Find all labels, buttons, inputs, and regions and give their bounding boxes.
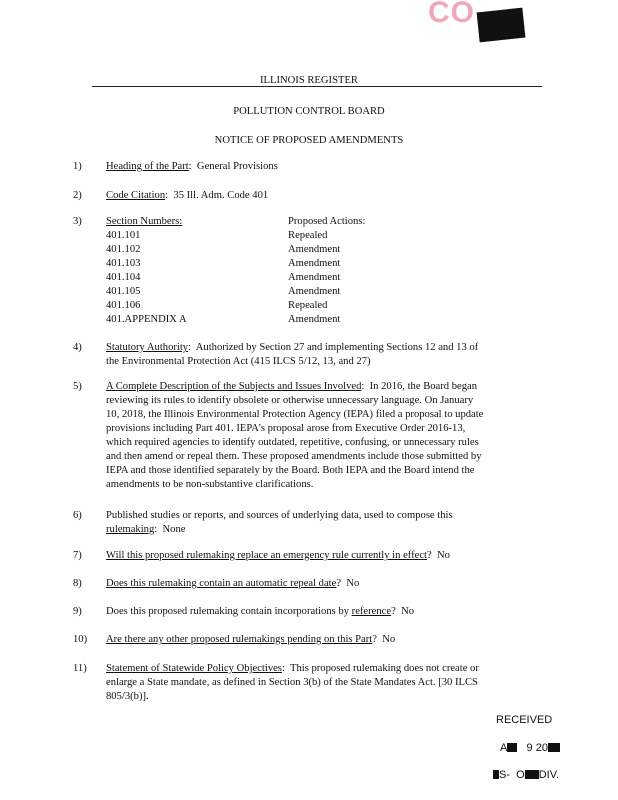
item-heading-of-part: Heading of the Part: General Provisions xyxy=(106,161,278,172)
item-emergency-rule: Will this proposed rulemaking replace an emergency rule currently in effect? No xyxy=(106,550,450,561)
item-statutory-authority: Statutory Authority: Authorized by Section 27 and implementing Sections 12 and 13 of the Environmental Protection Act (415 ILCS 5/12, 13, and 27) xyxy=(106,342,479,367)
item-incorporations: Does this proposed rulemaking contain incorporations by reference? No xyxy=(106,606,415,617)
item-pending-rulemakings: Are there any other proposed rulemakings pending on this Part? No xyxy=(106,634,396,645)
item-number: 2) xyxy=(73,190,82,201)
board-title: POLLUTION CONTROL BOARD xyxy=(233,106,385,117)
copy-stamp: CO xyxy=(428,0,475,29)
item-description: A Complete Description of the Subjects and Issues Involved: In 2016, the Board began reviewing its rules to identify obsolete or otherwise unnecessary language. On January 10, 2018, the Illinois Environmental Protection Agency (IEPA) filed a proposal to update provisions including Part 401. IEPA's proposal arose from Executive Order 2016-13, which required agencies to identify outdated, repetitive, confusing, or unnecessary rules and then amend or repeal them. These proposed amendments include those submitted by IEPA and those identified separately by the Board. Both IEPA and the Board intend the amendments to be non-substantive clarifications. xyxy=(106,381,484,490)
section-numbers-header: Section Numbers: xyxy=(106,216,183,227)
section-row: 401.106 Repealed xyxy=(106,300,328,311)
register-title: ILLINOIS REGISTER xyxy=(0,74,618,88)
item-number: 9) xyxy=(73,606,82,617)
item-number: 11) xyxy=(73,663,87,674)
item-code-citation: Code Citation: 35 Ill. Adm. Code 401 xyxy=(106,190,269,201)
redaction-mark xyxy=(477,8,526,43)
section-row: 401.102 Amendment xyxy=(106,244,341,255)
item-repeal-date: Does this rulemaking contain an automatic repeal date? No xyxy=(106,578,360,589)
item-number: 8) xyxy=(73,578,82,589)
item-number: 7) xyxy=(73,550,82,561)
item-number: 6) xyxy=(73,510,82,521)
section-row: 401.APPENDIX A Amendment xyxy=(106,314,341,325)
item-number: 4) xyxy=(73,342,82,353)
notice-title: NOTICE OF PROPOSED AMENDMENTS xyxy=(214,135,404,146)
section-row: 401.103 Amendment xyxy=(106,258,341,269)
item-number: 5) xyxy=(73,381,82,392)
section-row: 401.105 Amendment xyxy=(106,286,341,297)
item-number: 1) xyxy=(73,161,82,172)
item-number: 10) xyxy=(73,634,88,645)
section-row: 401.104 Amendment xyxy=(106,272,341,283)
received-division: S- O DIV. xyxy=(493,768,559,782)
section-row: 401.101 Repealed xyxy=(106,230,328,241)
received-stamp: RECEIVED xyxy=(496,714,553,726)
item-published-studies: Published studies or reports, and sources of underlying data, used to compose this rulemaking: None xyxy=(106,510,453,535)
item-statewide-policy: Statement of Statewide Policy Objectives: This proposed rulemaking does not create or enlarge a State mandate, as defined in Section 3(b) of the State Mandates Act. [30 ILCS 805/3(b)]. xyxy=(106,663,479,702)
received-date: A 9 20 xyxy=(500,741,560,755)
proposed-actions-header: Proposed Actions: xyxy=(288,216,366,227)
item-number: 3) xyxy=(73,216,82,227)
